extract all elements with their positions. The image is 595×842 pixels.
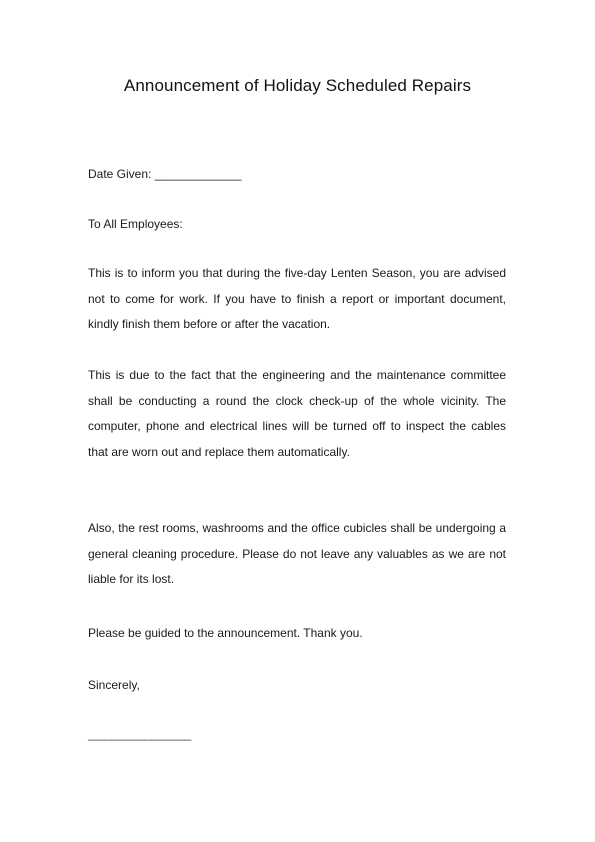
date-given-line: Date Given: _____________ [88,167,242,181]
paragraph-cleaning: Also, the rest rooms, washrooms and the office cubicles shall be undergoing a general cleaning procedure. Please do not leave any valuables as we are not liable for its lost. [88,521,506,586]
closing-sincerely: Sincerely, [88,678,140,692]
document-title: Announcement of Holiday Scheduled Repairs [123,76,472,95]
signature-line: __________________ [88,727,191,741]
salutation: To All Employees: [88,217,183,231]
paragraph-intro: This is to inform you that during the five-day Lenten Season, you are advised not to come for work. If you have to finish a report or important document, kindly finish them before or after the vacation. [88,266,506,331]
paragraph-closing: Please be guided to the announcement. Thank you. [88,626,363,640]
paragraph-reason: This is due to the fact that the engineering and the maintenance committee shall be conducting a round the clock check-up of the whole vicinity. The computer, phone and electrical lines will be turned off to inspect the cables that are worn out and replace them automatically. [88,368,506,459]
